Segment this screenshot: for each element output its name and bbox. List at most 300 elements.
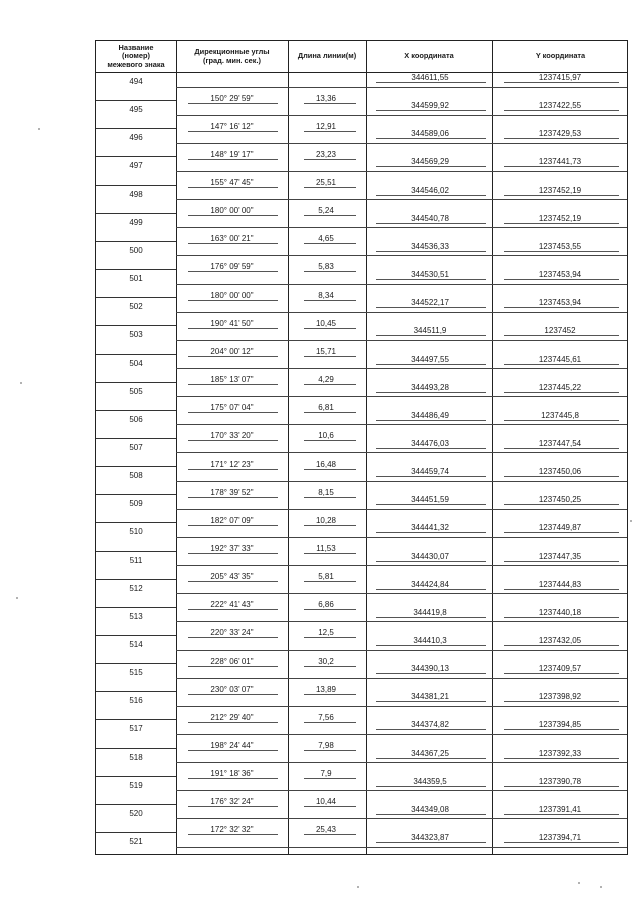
y-coordinate-value: 1237415,97: [538, 73, 582, 82]
direction-angle-value: 204° 00' 12": [210, 346, 254, 356]
row-divider: [96, 776, 176, 777]
row-divider: [96, 466, 176, 467]
line-length-value: 4,65: [318, 234, 334, 244]
value-underline: [376, 673, 486, 674]
direction-angle-value: 163° 00' 21": [210, 234, 254, 244]
scan-speck: [578, 882, 580, 884]
mark-number: 517: [129, 724, 143, 734]
row-divider: [96, 438, 176, 439]
value-underline: [504, 82, 619, 83]
value-underline: [304, 215, 356, 216]
direction-angle-value: 171° 12' 23": [210, 459, 254, 469]
x-coordinate-value: 344359,5: [413, 776, 447, 786]
value-underline: [188, 694, 278, 695]
direction-angle-value: 230° 03' 07": [210, 684, 254, 694]
y-coordinate-value: 1237453,94: [538, 298, 582, 308]
y-coordinate-value: 1237390,78: [538, 776, 582, 786]
y-coordinate-value: 1237444,83: [538, 579, 582, 589]
direction-angle-value: 172° 32' 32": [210, 825, 254, 835]
mark-number: 503: [129, 330, 143, 340]
row-divider: [176, 593, 627, 594]
value-underline: [376, 307, 486, 308]
y-coordinate-value: 1237450,06: [538, 467, 582, 477]
value-underline: [504, 251, 619, 252]
value-underline: [304, 300, 356, 301]
value-underline: [304, 806, 356, 807]
y-coordinate-value: 1237447,35: [538, 551, 582, 561]
row-divider: [176, 678, 627, 679]
row-divider: [176, 621, 627, 622]
value-underline: [188, 187, 278, 188]
value-underline: [504, 138, 619, 139]
value-underline: [504, 504, 619, 505]
value-underline: [504, 701, 619, 702]
column-divider: [492, 41, 493, 854]
row-divider: [96, 156, 176, 157]
line-length-value: 4,29: [318, 375, 334, 385]
value-underline: [376, 223, 486, 224]
line-length-value: 30,2: [318, 656, 334, 666]
value-underline: [304, 609, 356, 610]
direction-angle-value: 205° 43' 35": [210, 572, 254, 582]
direction-angle-value: 180° 00' 00": [210, 206, 254, 216]
x-coordinate-value: 344486,49: [411, 410, 449, 420]
value-underline: [376, 420, 486, 421]
row-divider: [96, 325, 176, 326]
value-underline: [376, 476, 486, 477]
value-underline: [304, 722, 356, 723]
direction-angle-value: 190° 41' 50": [210, 318, 254, 328]
y-coordinate-value: 1237445,8: [541, 410, 579, 420]
value-underline: [304, 440, 356, 441]
value-underline: [504, 814, 619, 815]
value-underline: [376, 251, 486, 252]
line-length-value: 25,43: [315, 825, 337, 835]
direction-angle-value: 176° 09' 59": [210, 262, 254, 272]
value-underline: [376, 110, 486, 111]
row-divider: [96, 494, 176, 495]
line-length-value: 10,28: [315, 515, 337, 525]
column-divider: [366, 41, 367, 854]
x-coordinate-value: 344611,55: [411, 73, 449, 82]
value-underline: [376, 82, 486, 83]
mark-number: 518: [129, 752, 143, 762]
row-divider: [176, 143, 627, 144]
row-divider: [176, 452, 627, 453]
value-underline: [188, 666, 278, 667]
value-underline: [188, 215, 278, 216]
x-coordinate-value: 344367,25: [411, 748, 449, 758]
line-length-value: 10,6: [318, 431, 334, 441]
value-underline: [188, 806, 278, 807]
row-divider: [96, 213, 176, 214]
row-divider: [96, 663, 176, 664]
y-coordinate-value: 1237452,19: [538, 213, 582, 223]
value-underline: [304, 356, 356, 357]
row-divider: [176, 312, 627, 313]
direction-angle-value: 192° 37' 33": [210, 543, 254, 553]
row-divider: [96, 719, 176, 720]
x-coordinate-value: 344546,02: [411, 185, 449, 195]
row-divider: [176, 509, 627, 510]
y-coordinate-value: 1237394,85: [538, 720, 582, 730]
mark-number: 519: [129, 780, 143, 790]
value-underline: [504, 645, 619, 646]
mark-number: 496: [129, 133, 143, 143]
value-underline: [188, 103, 278, 104]
header-mark-name: Название (номер) межевого знака: [107, 42, 165, 69]
mark-number: 515: [129, 668, 143, 678]
direction-angle-value: 182° 07' 09": [210, 515, 254, 525]
mark-number: 521: [129, 837, 143, 847]
mark-number: 498: [129, 189, 143, 199]
row-divider: [176, 424, 627, 425]
x-coordinate-value: 344497,55: [411, 354, 449, 364]
value-underline: [304, 497, 356, 498]
direction-angle-value: 222° 41' 43": [210, 600, 254, 610]
mark-number: 509: [129, 499, 143, 509]
header-x-coordinate: X координата: [404, 51, 454, 61]
value-underline: [188, 159, 278, 160]
direction-angle-value: 150° 29' 59": [210, 93, 254, 103]
value-underline: [376, 195, 486, 196]
value-underline: [304, 750, 356, 751]
line-length-value: 6,81: [318, 403, 334, 413]
value-underline: [188, 609, 278, 610]
line-length-value: 11,53: [316, 543, 336, 553]
row-divider: [176, 171, 627, 172]
coordinate-table: [95, 40, 628, 855]
line-length-value: 8,15: [318, 487, 334, 497]
row-divider: [176, 565, 627, 566]
direction-angle-value: 175° 07' 04": [210, 403, 254, 413]
row-divider: [96, 635, 176, 636]
value-underline: [504, 673, 619, 674]
row-divider: [176, 818, 627, 819]
value-underline: [304, 412, 356, 413]
x-coordinate-value: 344530,51: [411, 270, 449, 280]
value-underline: [188, 525, 278, 526]
value-underline: [188, 553, 278, 554]
mark-number: 508: [129, 471, 143, 481]
mark-number: 511: [129, 555, 143, 565]
direction-angle-value: 185° 13' 07": [210, 375, 254, 385]
mark-number: 514: [129, 640, 143, 649]
mark-number: 497: [129, 161, 143, 171]
column-divider: [176, 41, 177, 854]
y-coordinate-value: 1237449,87: [538, 523, 582, 533]
value-underline: [188, 778, 278, 779]
value-underline: [188, 356, 278, 357]
x-coordinate-value: 344536,33: [411, 241, 449, 251]
value-underline: [376, 166, 486, 167]
value-underline: [376, 645, 486, 646]
line-length-value: 5,83: [318, 262, 334, 272]
value-underline: [504, 364, 619, 365]
x-coordinate-value: 344349,08: [411, 804, 449, 814]
value-underline: [376, 138, 486, 139]
line-length-value: 7,98: [318, 741, 334, 751]
value-underline: [504, 307, 619, 308]
y-coordinate-value: 1237432,05: [538, 636, 582, 645]
value-underline: [376, 589, 486, 590]
direction-angle-value: 176° 32' 24": [210, 797, 254, 807]
value-underline: [304, 384, 356, 385]
value-underline: [304, 243, 356, 244]
scan-speck: [630, 520, 632, 522]
value-underline: [504, 166, 619, 167]
line-length-value: 5,81: [318, 572, 334, 582]
direction-angle-value: 220° 33' 24": [210, 628, 254, 638]
row-divider: [176, 396, 627, 397]
value-underline: [376, 758, 486, 759]
scan-speck: [16, 597, 18, 599]
value-underline: [504, 420, 619, 421]
y-coordinate-value: 1237453,94: [538, 270, 582, 280]
scan-speck: [600, 886, 602, 888]
row-divider: [96, 354, 176, 355]
value-underline: [504, 842, 619, 843]
value-underline: [376, 279, 486, 280]
value-underline: [376, 701, 486, 702]
row-divider: [176, 368, 627, 369]
direction-angle-value: 147° 16' 12": [210, 121, 254, 131]
line-length-value: 6,86: [318, 600, 334, 610]
mark-number: 495: [129, 105, 143, 115]
x-coordinate-value: 344451,59: [411, 495, 449, 505]
value-underline: [188, 243, 278, 244]
row-divider: [176, 115, 627, 116]
value-underline: [376, 561, 486, 562]
y-coordinate-value: 1237445,61: [538, 354, 582, 364]
row-divider: [96, 832, 176, 833]
row-divider: [176, 650, 627, 651]
value-underline: [376, 448, 486, 449]
y-coordinate-value: 1237440,18: [538, 607, 582, 617]
value-underline: [376, 532, 486, 533]
value-underline: [504, 279, 619, 280]
x-coordinate-value: 344381,21: [411, 692, 449, 702]
value-underline: [188, 469, 278, 470]
x-coordinate-value: 344374,82: [411, 720, 449, 730]
mark-number: 506: [129, 414, 143, 424]
row-divider: [176, 790, 627, 791]
line-length-value: 8,34: [318, 290, 334, 300]
mark-number: 507: [129, 442, 143, 452]
direction-angle-value: 228° 06' 01": [210, 656, 254, 666]
value-underline: [188, 637, 278, 638]
line-length-value: 7,56: [318, 712, 334, 722]
row-divider: [176, 227, 627, 228]
value-underline: [504, 476, 619, 477]
row-divider: [176, 481, 627, 482]
value-underline: [304, 834, 356, 835]
value-underline: [304, 525, 356, 526]
value-underline: [504, 532, 619, 533]
line-length-value: 10,45: [315, 318, 337, 328]
y-coordinate-value: 1237409,57: [538, 664, 582, 674]
value-underline: [376, 364, 486, 365]
mark-number: 505: [129, 386, 143, 396]
scan-speck: [20, 382, 22, 384]
value-underline: [188, 440, 278, 441]
line-length-value: 12,91: [315, 121, 337, 131]
value-underline: [304, 187, 356, 188]
value-underline: [504, 589, 619, 590]
row-divider: [96, 100, 176, 101]
line-length-value: 23,23: [315, 149, 337, 159]
x-coordinate-value: 344493,28: [411, 382, 449, 392]
value-underline: [376, 392, 486, 393]
value-underline: [504, 617, 619, 618]
value-underline: [188, 271, 278, 272]
row-divider: [176, 762, 627, 763]
value-underline: [188, 834, 278, 835]
x-coordinate-value: 344569,29: [411, 157, 449, 167]
row-divider: [176, 340, 627, 341]
value-underline: [376, 814, 486, 815]
value-underline: [504, 758, 619, 759]
mark-number: 504: [129, 358, 143, 368]
row-divider: [96, 241, 176, 242]
line-length-value: 7,9: [320, 769, 332, 779]
row-divider: [96, 607, 176, 608]
row-divider: [96, 804, 176, 805]
mark-number: 502: [129, 302, 143, 312]
value-underline: [188, 581, 278, 582]
x-coordinate-value: 344441,32: [411, 523, 449, 533]
row-divider: [176, 255, 627, 256]
row-divider: [176, 284, 627, 285]
mark-number: 501: [129, 274, 143, 284]
row-divider: [96, 185, 176, 186]
value-underline: [188, 131, 278, 132]
value-underline: [188, 300, 278, 301]
direction-angle-value: 212° 29' 40": [210, 712, 254, 722]
value-underline: [376, 842, 486, 843]
value-underline: [304, 581, 356, 582]
direction-angle-value: 170° 33' 20": [210, 431, 254, 441]
x-coordinate-value: 344589,06: [411, 129, 449, 139]
y-coordinate-value: 1237447,54: [538, 438, 582, 448]
mark-number: 499: [129, 217, 143, 227]
direction-angle-value: 191° 18' 36": [210, 769, 254, 779]
value-underline: [504, 786, 619, 787]
mark-number: 512: [129, 583, 143, 593]
mark-number: 520: [129, 808, 143, 818]
value-underline: [504, 448, 619, 449]
header-direction-angle: Дирекционные углы (град. мин. сек.): [194, 47, 270, 65]
value-underline: [304, 103, 356, 104]
value-underline: [376, 617, 486, 618]
line-length-value: 5,24: [318, 206, 334, 216]
x-coordinate-value: 344511,9: [413, 326, 447, 336]
line-length-value: 10,44: [315, 797, 337, 807]
value-underline: [504, 223, 619, 224]
value-underline: [504, 195, 619, 196]
line-length-value: 25,51: [315, 178, 337, 188]
line-length-value: 13,36: [315, 93, 337, 103]
row-divider: [176, 847, 627, 848]
x-coordinate-value: 344419,8: [413, 607, 447, 617]
value-underline: [304, 328, 356, 329]
line-length-value: 12,5: [318, 628, 334, 638]
row-divider: [176, 537, 627, 538]
y-coordinate-value: 1237394,71: [538, 833, 582, 843]
mark-number: 510: [129, 527, 143, 537]
value-underline: [304, 637, 356, 638]
value-underline: [188, 412, 278, 413]
value-underline: [504, 392, 619, 393]
y-coordinate-value: 1237422,55: [538, 101, 582, 111]
x-coordinate-value: 344599,92: [411, 101, 449, 111]
value-underline: [304, 553, 356, 554]
scan-speck: [38, 128, 40, 130]
x-coordinate-value: 344540,78: [411, 213, 449, 223]
scan-speck: [357, 886, 359, 888]
value-underline: [504, 561, 619, 562]
y-coordinate-value: 1237453,55: [538, 241, 582, 251]
mark-number: 516: [129, 696, 143, 706]
direction-angle-value: 155° 47' 45": [210, 178, 254, 188]
y-coordinate-value: 1237392,33: [538, 748, 582, 758]
header-line-length: Длина линии(м): [297, 51, 357, 61]
row-divider: [96, 297, 176, 298]
x-coordinate-value: 344459,74: [411, 467, 449, 477]
value-underline: [304, 159, 356, 160]
value-underline: [376, 729, 486, 730]
column-divider: [288, 41, 289, 854]
value-underline: [504, 729, 619, 730]
mark-number: 494: [129, 77, 143, 86]
value-underline: [188, 497, 278, 498]
value-underline: [376, 504, 486, 505]
direction-angle-value: 178° 39' 52": [210, 487, 254, 497]
value-underline: [188, 722, 278, 723]
row-divider: [96, 410, 176, 411]
value-underline: [304, 131, 356, 132]
value-underline: [504, 110, 619, 111]
y-coordinate-value: 1237452,19: [538, 185, 582, 195]
row-divider: [96, 522, 176, 523]
line-length-value: 15,71: [315, 346, 337, 356]
line-length-value: 13,89: [315, 684, 337, 694]
row-divider: [176, 87, 627, 88]
row-divider: [96, 128, 176, 129]
row-divider: [96, 269, 176, 270]
y-coordinate-value: 1237429,53: [538, 129, 582, 139]
x-coordinate-value: 344390,13: [411, 664, 449, 674]
value-underline: [304, 694, 356, 695]
value-underline: [188, 328, 278, 329]
y-coordinate-value: 1237452: [544, 326, 576, 336]
y-coordinate-value: 1237445,22: [538, 382, 582, 392]
y-coordinate-value: 1237398,92: [538, 692, 582, 702]
x-coordinate-value: 344476,03: [411, 438, 449, 448]
y-coordinate-value: 1237450,25: [538, 495, 582, 505]
y-coordinate-value: 1237441,73: [538, 157, 582, 167]
value-underline: [376, 335, 486, 336]
x-coordinate-value: 344424,84: [411, 579, 449, 589]
row-divider: [96, 551, 176, 552]
direction-angle-value: 180° 00' 00": [210, 290, 254, 300]
x-coordinate-value: 344430,07: [411, 551, 449, 561]
y-coordinate-value: 1237391,41: [538, 804, 582, 814]
value-underline: [304, 271, 356, 272]
line-length-value: 16,48: [315, 459, 337, 469]
direction-angle-value: 148° 19' 17": [210, 149, 254, 159]
row-divider: [96, 579, 176, 580]
